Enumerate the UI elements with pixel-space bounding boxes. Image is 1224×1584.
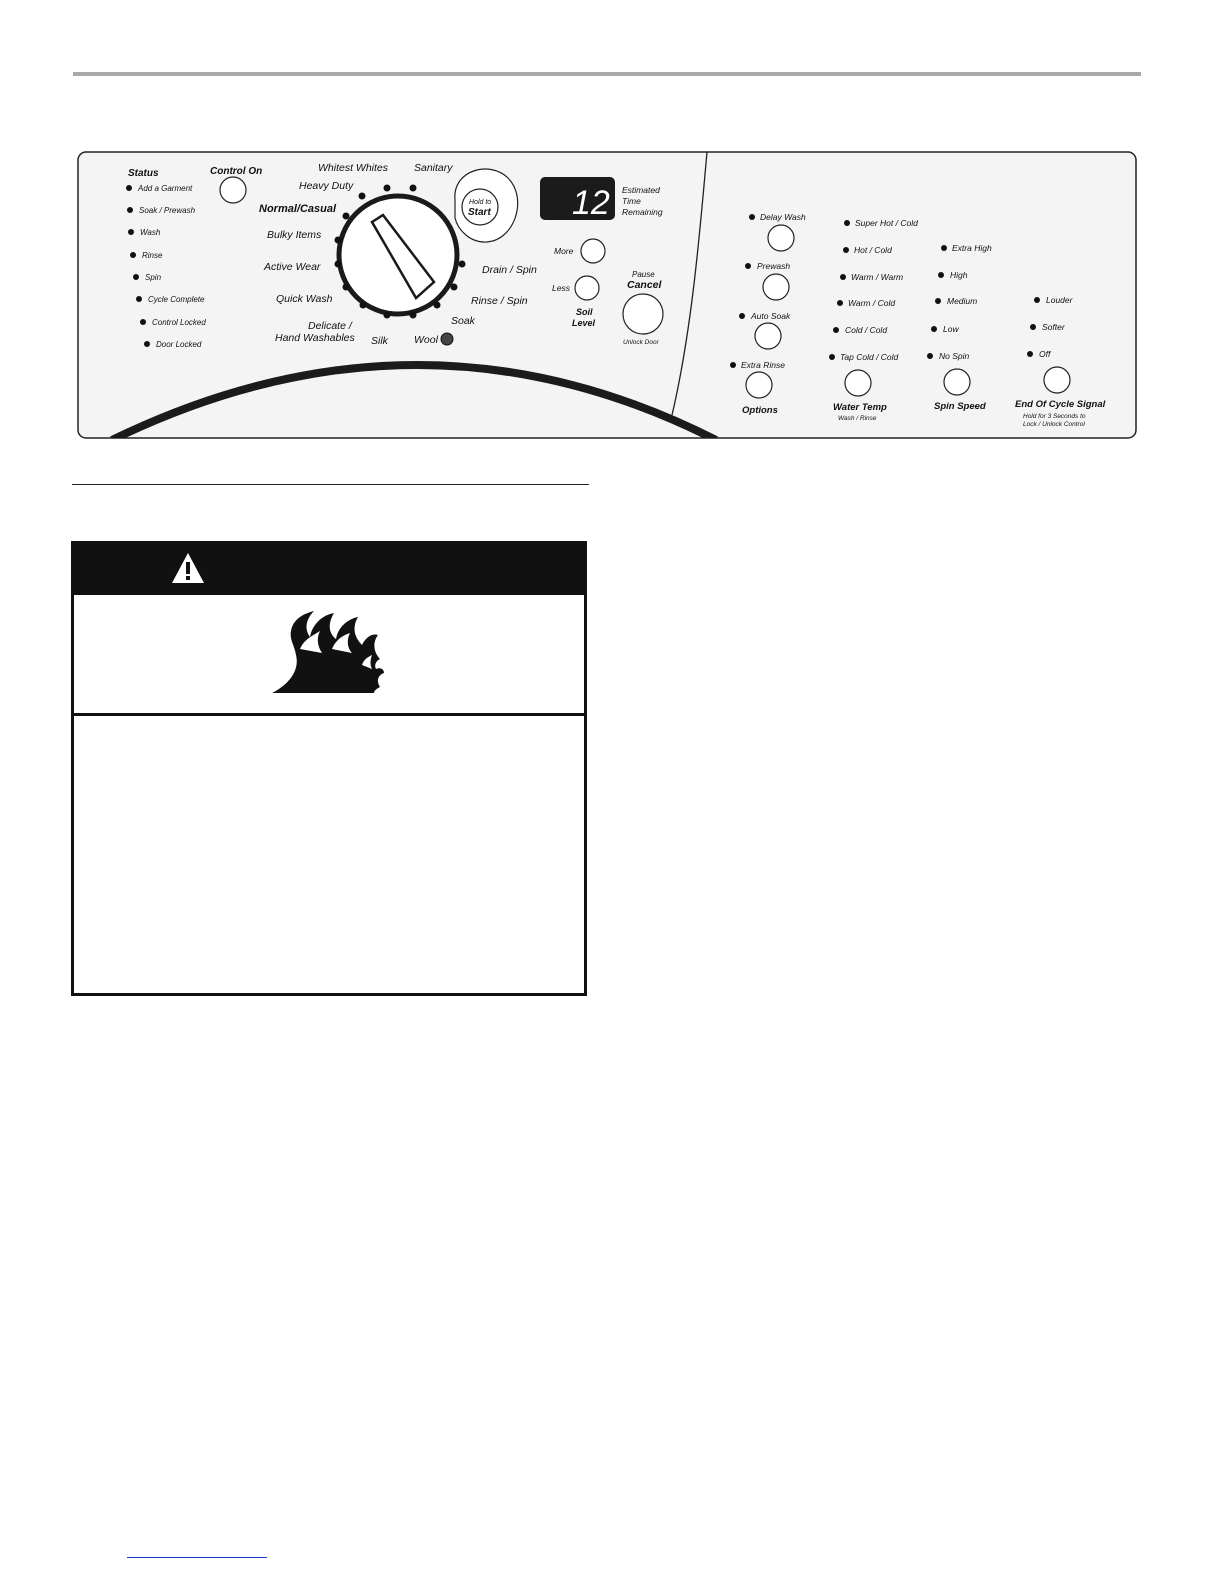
cycle-delicate: Delicate /	[308, 320, 352, 332]
temp-option: Super Hot / Cold	[855, 218, 918, 228]
temp-option: Tap Cold / Cold	[840, 352, 899, 362]
prewash-button[interactable]	[763, 274, 789, 300]
status-item: Rinse	[142, 251, 163, 260]
signal-option: Softer	[1042, 322, 1065, 332]
status-title: Status	[128, 168, 159, 179]
cycle-wool: Wool	[414, 334, 438, 346]
signal-led	[1034, 297, 1040, 303]
cycle-soak: Soak	[451, 315, 475, 327]
delay-wash-button[interactable]	[768, 225, 794, 251]
option-prewash: Prewash	[757, 261, 791, 271]
status-led	[136, 296, 142, 302]
spin-option: High	[950, 270, 968, 280]
status-led	[130, 252, 136, 258]
spin-speed-title: Spin Speed	[934, 401, 986, 412]
soil-title-1: Soil	[576, 307, 593, 317]
signal-option: Off	[1039, 349, 1051, 359]
spin-led	[938, 272, 944, 278]
status-item: Wash	[140, 228, 161, 237]
status-led	[126, 185, 132, 191]
spin-option: Medium	[947, 296, 978, 306]
option-led	[745, 263, 751, 269]
end-of-cycle-button[interactable]	[1044, 367, 1070, 393]
temp-led	[833, 327, 839, 333]
footer-link-underline[interactable]	[127, 1557, 267, 1558]
start-hold-label: Hold to	[469, 199, 492, 206]
option-delay-wash: Delay Wash	[760, 212, 806, 222]
spin-led	[941, 245, 947, 251]
status-led	[127, 207, 133, 213]
warning-header	[74, 544, 584, 595]
status-led	[128, 229, 134, 235]
control-panel-illustration	[0, 0, 1224, 470]
temp-led	[837, 300, 843, 306]
cycle-rinse-spin: Rinse / Spin	[471, 295, 528, 307]
status-led	[133, 274, 139, 280]
warning-body	[74, 716, 584, 993]
extra-rinse-button[interactable]	[746, 372, 772, 398]
warning-triangle-icon	[171, 552, 205, 584]
soil-less-button[interactable]	[575, 276, 599, 300]
soil-less-label: Less	[552, 283, 570, 293]
unlock-door-label: Unlock Door	[623, 339, 659, 346]
option-led	[730, 362, 736, 368]
warning-box	[71, 541, 587, 996]
cycle-active-wear: Active Wear	[264, 261, 321, 273]
control-on-button[interactable]	[220, 177, 246, 203]
end-of-cycle-subtitle-2: Lock / Unlock Control	[1023, 421, 1085, 428]
start-label: Start	[468, 207, 491, 218]
spin-led	[935, 298, 941, 304]
water-temp-title: Water Temp	[833, 402, 887, 413]
end-of-cycle-title: End Of Cycle Signal	[1015, 399, 1106, 410]
control-on-label: Control On	[210, 166, 263, 177]
cycle-drain-spin: Drain / Spin	[482, 264, 537, 276]
display-label-estimated: Estimated	[622, 185, 660, 195]
spin-led	[927, 353, 933, 359]
cycle-hand-washables: Hand Washables	[275, 332, 355, 344]
temp-option: Hot / Cold	[854, 245, 892, 255]
spin-option: No Spin	[939, 351, 970, 361]
cycle-quick-wash: Quick Wash	[276, 293, 333, 305]
status-led	[144, 341, 150, 347]
time-display-value: 12	[572, 184, 610, 222]
spin-option: Low	[943, 324, 959, 334]
option-led	[739, 313, 745, 319]
cycle-normal-casual: Normal/Casual	[259, 203, 337, 215]
cycle-bulky-items: Bulky Items	[267, 229, 322, 241]
cycle-dial[interactable]	[339, 196, 457, 314]
temp-option: Warm / Warm	[851, 272, 904, 282]
soil-title-2: Level	[572, 318, 596, 328]
cycle-whitest-whites: Whitest Whites	[318, 162, 389, 174]
temp-led	[829, 354, 835, 360]
status-item: Add a Garment	[138, 184, 193, 193]
spin-speed-button[interactable]	[944, 369, 970, 395]
end-of-cycle-subtitle-1: Hold for 3 Seconds to	[1023, 413, 1086, 420]
status-item: Cycle Complete	[148, 295, 205, 304]
auto-soak-button[interactable]	[755, 323, 781, 349]
cycle-sanitary: Sanitary	[414, 162, 453, 174]
status-item: Spin	[145, 273, 162, 282]
status-item: Soak / Prewash	[139, 206, 196, 215]
soil-more-label: More	[554, 246, 574, 256]
signal-led	[1030, 324, 1036, 330]
fire-icon	[270, 609, 386, 695]
cancel-button[interactable]	[623, 294, 663, 334]
status-led	[140, 319, 146, 325]
signal-option: Louder	[1046, 295, 1073, 305]
pause-label: Pause	[632, 270, 655, 279]
water-temp-button[interactable]	[845, 370, 871, 396]
display-label-remaining: Remaining	[622, 207, 663, 217]
wool-icon	[441, 333, 453, 345]
cycle-silk: Silk	[371, 335, 388, 347]
spin-led	[931, 326, 937, 332]
section-rule	[72, 484, 589, 485]
status-item: Control Locked	[152, 318, 206, 327]
water-temp-subtitle: Wash / Rinse	[838, 415, 877, 422]
temp-led	[844, 220, 850, 226]
signal-led	[1027, 351, 1033, 357]
options-title: Options	[742, 405, 778, 416]
temp-option: Warm / Cold	[848, 298, 896, 308]
status-item: Door Locked	[156, 340, 202, 349]
spin-option: Extra High	[952, 243, 992, 253]
option-led	[749, 214, 755, 220]
temp-led	[840, 274, 846, 280]
temp-led	[843, 247, 849, 253]
cancel-label: Cancel	[627, 279, 662, 291]
option-auto-soak: Auto Soak	[751, 311, 791, 321]
display-label-time: Time	[622, 196, 641, 206]
option-extra-rinse: Extra Rinse	[741, 360, 785, 370]
temp-option: Cold / Cold	[845, 325, 888, 335]
cycle-heavy-duty: Heavy Duty	[299, 180, 354, 192]
soil-more-button[interactable]	[581, 239, 605, 263]
warning-symbol-area	[74, 595, 584, 716]
